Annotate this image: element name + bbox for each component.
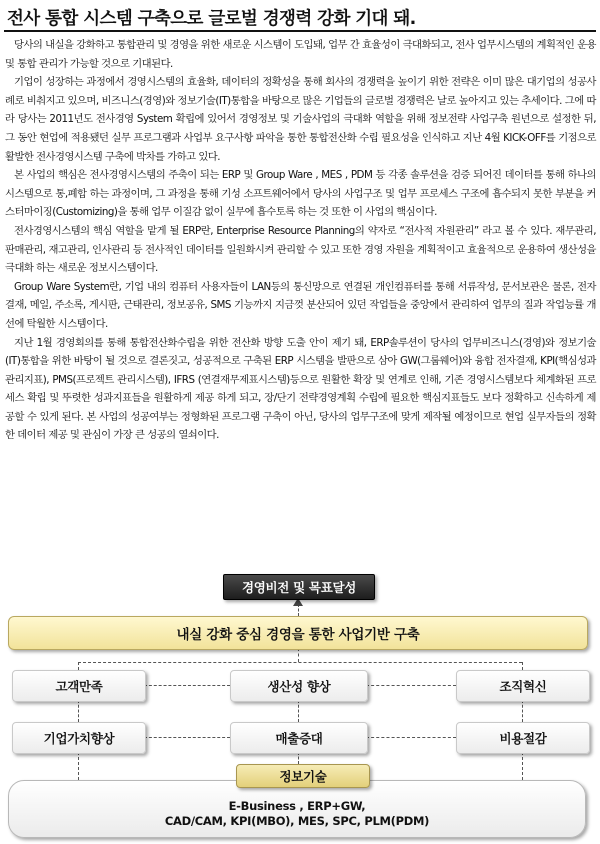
article-title: 전사 통합 시스템 구축으로 글로벌 경쟁력 강화 기대 돼. <box>7 9 416 29</box>
strategy-diagram <box>0 568 600 844</box>
connector-line <box>78 752 79 780</box>
technology-line: E-Business , ERP+GW, <box>228 799 366 813</box>
paragraph: Group Ware System란, 기업 내의 컴퓨터 사용자들이 LAN등의 통신망으로 연결된 개인컴퓨터를 통해 서류작성, 문서보관은 물론, 전자결재, 메일, 주소록, 게시판, 근태관리, 정보공유, SMS 기능까지 지금껏 분산되어 있던 작업들을 중앙에서 관리하여 업무의 질과 작업능률 개선에 탁월한 시스템이다. <box>5 280 596 330</box>
technology-box <box>8 780 586 838</box>
organization-innovation-box: 조직혁신 <box>456 670 590 702</box>
customer-satisfaction-box: 고객만족 <box>12 670 146 702</box>
connector-line <box>522 662 523 670</box>
article-body <box>5 36 596 445</box>
connector-line <box>366 685 456 686</box>
vision-box: 경영비전 및 목표달성 <box>223 574 375 600</box>
connector-line <box>298 700 299 722</box>
corporate-value-box: 기업가치향상 <box>12 722 146 754</box>
connector-line <box>298 648 299 662</box>
paragraph: 본 사업의 핵심은 전사경영시스템의 주축이 되는 ERP 및 Group Ware , MES , PDM 등 각종 솔루션을 검증 되어진 데이터를 통해 하나의 시스템으로 통,폐합 하는 과정이며, 그 과정을 통해 기성 소프트웨어에서 당사의 사업구조 및 업무 프로세스 구조에 흡수되지 못한 부분을 커스터마이징(Customizing)을 통해 업무 이질감 없이 실무에 흡수토록 하는 것 또한 이 사업의 핵심이다. <box>5 169 596 219</box>
paragraph: 전사경영시스템의 핵심 역할을 맡게 될 ERP란, Enterprise Resource Planning의 약자로 “전사적 자원관리” 라고 볼 수 있다. 재무관리, 판매관리, 재고관리, 인사관리 등 전사적인 데이터를 일원화시켜 관리할 수 있고 또한 경영 자원을 계획적이고 효율적으로 운용하여 생산성을 극대화 하는 새로운 정보시스템이다. <box>5 224 596 275</box>
technology-line: CAD/CAM, KPI(MBO), MES, SPC, PLM(PDM) <box>164 814 430 828</box>
connector-line <box>522 700 523 722</box>
connector-line <box>144 737 230 738</box>
sales-increase-box: 매출증대 <box>230 722 368 754</box>
connector-line <box>78 662 79 670</box>
cost-reduction-box: 비용절감 <box>456 722 590 754</box>
connector-line <box>78 700 79 722</box>
connector-line <box>78 662 522 663</box>
productivity-box: 생산성 향상 <box>230 670 368 702</box>
connector-line <box>144 685 230 686</box>
title-divider <box>4 30 596 32</box>
paragraph: 지난 1월 경영회의를 통해 통합전산화수립을 위한 전산화 방향 도출 안이 제기 돼, ERP솔루션이 당사의 업무비즈니스(경영)와 정보기술(IT)통합을 위한 바탕이 될 것으로 결론짓고, 성공적으로 구축된 ERP 시스템을 발판으로 삼아 GW(그룹웨어)와 융합 전자결재, KPI(핵심성과 관리지표), PMS(프로젝트 관리시스템), IFRS (연결재무제표시스템)등으로 원활한 확장 및 연계로 인해, 기존 경영시스템보다 체계화된 프로세스 확립 및 뚜렷한 성과지표들을 원활하게 제공 하게 되고, 장/단기 전략경영계획 수립에 필요한 핵심지표들도 보다 정확하고 신속하게 제공할 수 있게 된다. 본 사업의 성공여부는 정형화된 프로그램 구축이 아닌, 당사의 업무구조에 맞게 제작될 예정이므로 현업 실무자들의 정확한 데이터 제공 및 관심이 가장 큰 성공의 열쇠이다. <box>5 336 596 442</box>
technology-label: 정보기술 <box>236 764 370 788</box>
business-base-box: 내실 강화 중심 경영을 통한 사업기반 구축 <box>8 616 588 650</box>
paragraph: 당사의 내실을 강화하고 통합관리 및 경영을 위한 새로운 시스템이 도입돼, 업무 간 효율성이 극대화되고, 전사 업무시스템의 계획적인 운용 및 통합 관리가 가능할 것으로 기대된다. <box>5 39 596 70</box>
paragraph: 기업이 성장하는 과정에서 경영시스템의 효율화, 데이터의 정확성을 통해 회사의 경쟁력을 높이기 위한 전략은 이미 많은 대기업의 성공사례로 비춰지고 있으며, 비즈니스(경영)와 정보기술(IT)통합을 바탕으로 많은 기업들의 글로벌 경쟁력은 날로 높아지고 있는 추세이다. 그에 따라 당사는 2011년도 전사경영 System 확립에 있어서 경영정보 및 기술사업의 극대화 역할을 위해 정보전략 사업구축 원년으로 설정한 뒤, 그 동안 현업에 적용됐던 실무 프로그램과 사업부 요구사항 파악을 통한 통합전산화 수립 필요성을 인식하고 지난 4월 KICK-OFF를 기점으로 활발한 전사경영시스템 구축에 박차를 가하고 있다. <box>5 76 596 163</box>
connector-line <box>522 752 523 780</box>
connector-line <box>366 737 456 738</box>
